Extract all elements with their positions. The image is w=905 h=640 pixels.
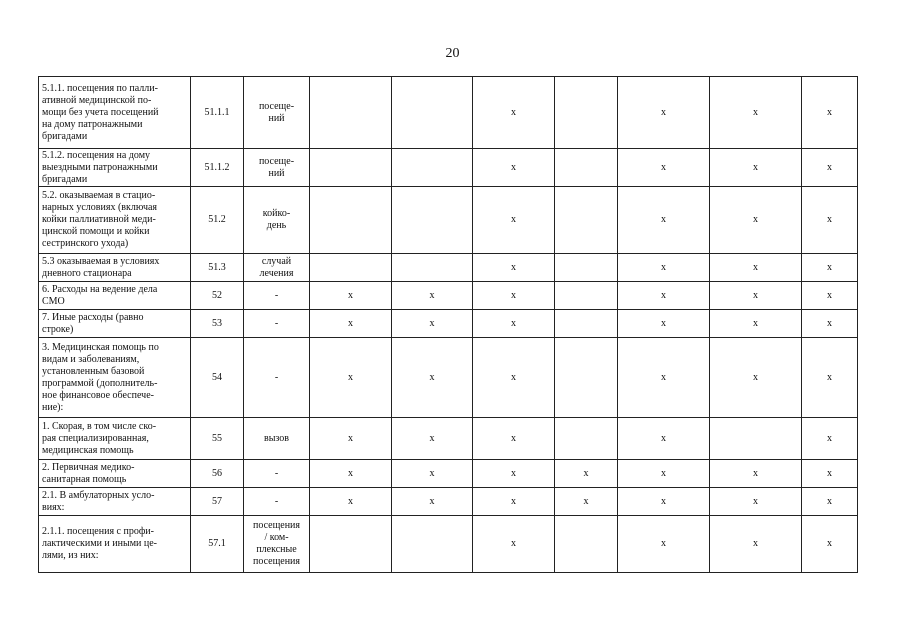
table-cell: х [473, 149, 555, 187]
row-code: 55 [191, 418, 244, 460]
table-cell: х [473, 516, 555, 573]
row-unit: - [244, 460, 310, 488]
table-cell: х [310, 488, 392, 516]
table-cell: х [310, 310, 392, 338]
table-cell: х [618, 338, 710, 418]
table-cell: х [802, 418, 858, 460]
table-cell [310, 149, 392, 187]
table-cell [392, 77, 473, 149]
row-unit: койко- день [244, 187, 310, 254]
table-cell [555, 282, 618, 310]
table-cell: х [802, 460, 858, 488]
table-cell: х [618, 254, 710, 282]
table-cell: х [618, 187, 710, 254]
page-number: 20 [445, 46, 460, 61]
table-cell: х [710, 488, 802, 516]
table-cell: х [802, 338, 858, 418]
table-cell: х [618, 77, 710, 149]
row-code: 52 [191, 282, 244, 310]
row-code: 53 [191, 310, 244, 338]
table-cell [555, 516, 618, 573]
table-cell: х [473, 310, 555, 338]
expenditure-table [38, 76, 858, 573]
row-code: 51.2 [191, 187, 244, 254]
table-row [39, 488, 858, 516]
row-code: 54 [191, 338, 244, 418]
table-row [39, 282, 858, 310]
table-row [39, 338, 858, 418]
table-cell: х [310, 460, 392, 488]
table-cell [310, 187, 392, 254]
table-cell: х [802, 149, 858, 187]
table-cell [555, 338, 618, 418]
table-cell: х [473, 282, 555, 310]
table-cell: х [555, 488, 618, 516]
table-cell: х [802, 488, 858, 516]
table-cell [555, 254, 618, 282]
table-cell: х [802, 310, 858, 338]
row-code: 51.3 [191, 254, 244, 282]
table-cell: х [710, 338, 802, 418]
table-cell: х [473, 418, 555, 460]
row-name: 6. Расходы на ведение дела СМО [39, 282, 191, 310]
table-cell: х [392, 282, 473, 310]
table-cell: х [555, 460, 618, 488]
table-cell: х [802, 282, 858, 310]
row-name: 3. Медицинская помощь по видам и заболеваниям, установленным базовой программой (дополнитель- ное финансовое обеспече- ние): [39, 338, 191, 418]
table-cell: х [618, 310, 710, 338]
table-cell: х [618, 488, 710, 516]
table-cell: х [802, 77, 858, 149]
table-cell [392, 254, 473, 282]
row-name: 5.1.1. посещения по палли- ативной медицинской по- мощи без учета посещений на дому патронажными бригадами [39, 77, 191, 149]
table-cell: х [473, 187, 555, 254]
row-unit: случай лечения [244, 254, 310, 282]
row-code: 51.1.2 [191, 149, 244, 187]
row-code: 57 [191, 488, 244, 516]
row-code: 51.1.1 [191, 77, 244, 149]
row-unit: - [244, 310, 310, 338]
table-cell: х [710, 460, 802, 488]
table-cell: х [618, 516, 710, 573]
row-name: 2.1.1. посещения с профи- лактическими и иными це- лями, из них: [39, 516, 191, 573]
table-cell: х [710, 310, 802, 338]
row-unit: - [244, 282, 310, 310]
table-row [39, 254, 858, 282]
table-row [39, 187, 858, 254]
table-cell: х [473, 488, 555, 516]
row-name: 7. Иные расходы (равно строке) [39, 310, 191, 338]
table-cell: х [392, 338, 473, 418]
table-cell: х [802, 187, 858, 254]
row-code: 57.1 [191, 516, 244, 573]
table-row [39, 460, 858, 488]
row-name: 5.2. оказываемая в стацио- нарных условиях (включая койки паллиативной меди- цинской помощи и койки сестринского ухода) [39, 187, 191, 254]
row-name: 5.3 оказываемая в условиях дневного стационара [39, 254, 191, 282]
row-name: 1. Скорая, в том числе ско- рая специализированная, медицинская помощь [39, 418, 191, 460]
row-code: 56 [191, 460, 244, 488]
table-cell [555, 310, 618, 338]
row-name: 5.1.2. посещения на дому выездными патронажными бригадами [39, 149, 191, 187]
table-cell: х [618, 460, 710, 488]
table-cell: х [473, 254, 555, 282]
table-cell: х [392, 418, 473, 460]
row-name: 2.1. В амбулаторных усло- виях: [39, 488, 191, 516]
table-cell [310, 77, 392, 149]
table-row [39, 77, 858, 149]
table-row [39, 310, 858, 338]
table-cell: х [802, 254, 858, 282]
table-cell: х [310, 338, 392, 418]
table-row [39, 418, 858, 460]
table-cell: х [802, 516, 858, 573]
table-cell: х [310, 418, 392, 460]
table-cell: х [392, 460, 473, 488]
row-unit: посеще- ний [244, 149, 310, 187]
table-cell [555, 187, 618, 254]
table-row [39, 149, 858, 187]
row-name: 2. Первичная медико- санитарная помощь [39, 460, 191, 488]
row-unit: вызов [244, 418, 310, 460]
table-cell: х [473, 77, 555, 149]
table-cell: х [710, 187, 802, 254]
table-cell [555, 77, 618, 149]
table-cell: х [473, 338, 555, 418]
table-cell: х [710, 149, 802, 187]
table-cell [310, 254, 392, 282]
table-cell [710, 418, 802, 460]
table-cell [555, 149, 618, 187]
table-cell: х [618, 418, 710, 460]
table-cell: х [618, 149, 710, 187]
row-unit: - [244, 488, 310, 516]
table-cell [555, 418, 618, 460]
table-cell [310, 516, 392, 573]
table-cell: х [310, 282, 392, 310]
table-cell [392, 187, 473, 254]
table-cell: х [710, 516, 802, 573]
row-unit: посеще- ний [244, 77, 310, 149]
table-row [39, 516, 858, 573]
row-unit: посещения / ком- плексные посещения [244, 516, 310, 573]
row-unit: - [244, 338, 310, 418]
table-cell [392, 516, 473, 573]
table-cell: х [710, 282, 802, 310]
table-cell: х [618, 282, 710, 310]
table-cell: х [392, 488, 473, 516]
table-cell [392, 149, 473, 187]
table-cell: х [710, 254, 802, 282]
table-cell: х [473, 460, 555, 488]
table-cell: х [392, 310, 473, 338]
table-cell: х [710, 77, 802, 149]
